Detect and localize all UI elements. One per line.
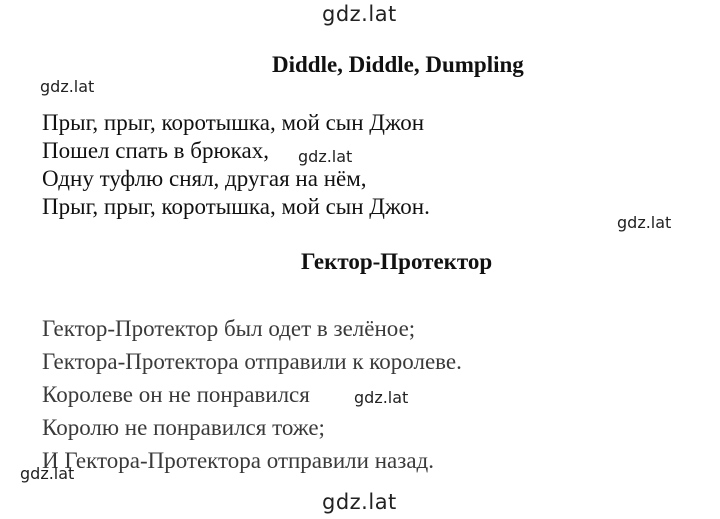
poem-line: Прыг, прыг, коротышка, мой сын Джон. [42, 194, 430, 219]
poem-title: Гектор-Протектор [301, 249, 493, 274]
watermark: gdz.lat [20, 464, 75, 483]
poem-line: Одну туфлю снял, другая на нём, [42, 166, 367, 191]
poem-line: Прыг, прыг, коротышка, мой сын Джон [42, 110, 425, 135]
poem-line: Королеве он не понравился [42, 382, 310, 407]
watermark: gdz.lat [322, 2, 397, 26]
poem-line: Пошел спать в брюках, [42, 138, 269, 163]
watermark: gdz.lat [354, 388, 409, 407]
watermark: gdz.lat [40, 77, 95, 96]
watermark: gdz.lat [298, 147, 353, 166]
poem-title: Diddle, Diddle, Dumpling [272, 52, 524, 77]
poem-line: Гектор-Протектор был одет в зелёное; [42, 316, 416, 341]
poem-line: Королю не понравился тоже; [42, 415, 325, 440]
poem-line: Гектора-Протектора отправили к королеве. [42, 349, 462, 374]
watermark: gdz.lat [617, 213, 672, 232]
poem-lines [42, 109, 430, 221]
poem-line: И Гектора-Протектора отправили назад. [42, 448, 434, 473]
watermark: gdz.lat [322, 490, 397, 514]
